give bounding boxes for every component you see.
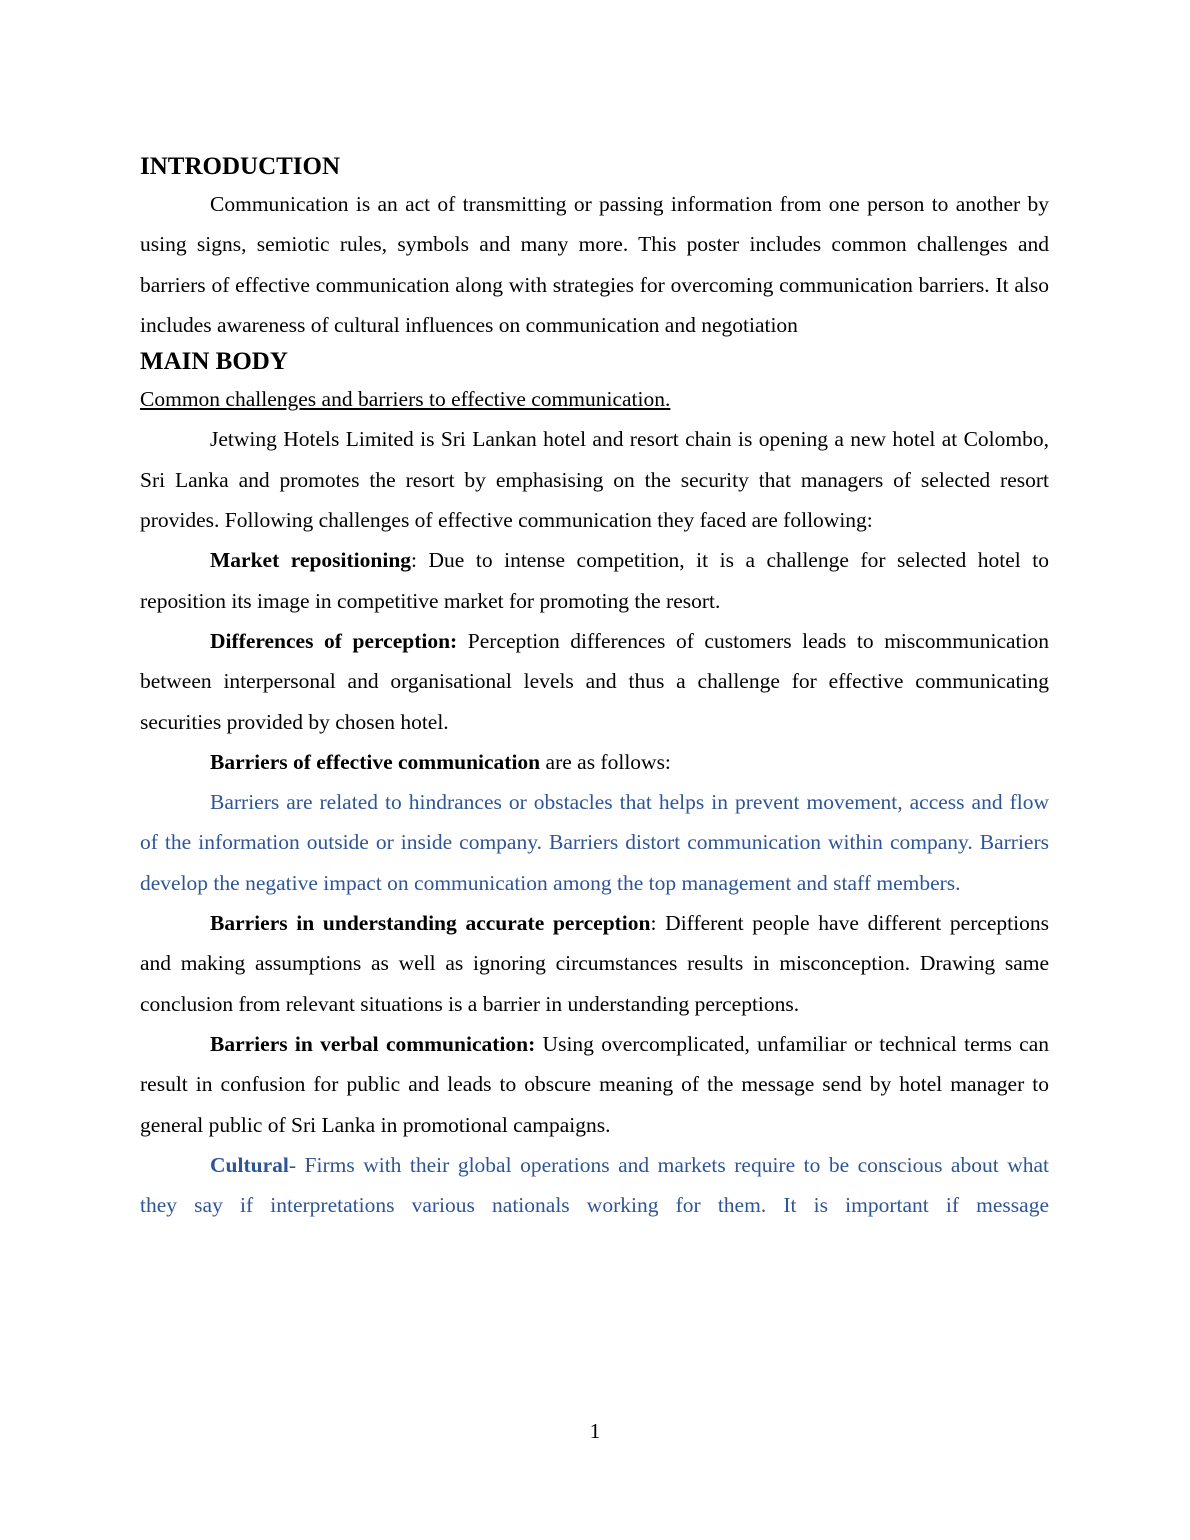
barriers-intro-text: are as follows:: [540, 749, 671, 774]
understanding-perception-term: Barriers in understanding accurate perception: [210, 911, 651, 936]
perception-paragraph: [140, 621, 1049, 742]
verbal-communication-paragraph: [140, 1024, 1049, 1145]
understanding-perception-text: : Different people have different perceptions and making assumptions as well as ignoring circumstances results in misconception. Drawing same conclusion from relevant situations is a barrier in understanding perceptions.: [140, 911, 1049, 1016]
barriers-intro-term: Barriers of effective communication: [210, 749, 541, 774]
perception-term: Differences of perception:: [210, 628, 458, 653]
main-body-heading: MAIN BODY: [140, 348, 288, 376]
cultural-paragraph: [140, 1145, 1049, 1226]
cultural-text: - Firms with their global operations and markets require to be conscious about what they say if interpretations various nationals working for them. It is important if message: [140, 1152, 1049, 1218]
barriers-definition-paragraph: Barriers are related to hindrances or obstacles that helps in prevent movement, access and flow of the information outside or inside company. Barriers distort communication within company. Barriers develop the negative impact on communication among the top management and staff members.: [140, 790, 1049, 895]
market-repositioning-term: Market repositioning: [210, 548, 412, 573]
understanding-perception-paragraph: [140, 903, 1049, 1024]
section-subheading: Common challenges and barriers to effective communication.: [140, 387, 671, 412]
market-repositioning-text: : Due to intense competition, it is a challenge for selected hotel to reposition its image in competitive market for promoting the resort.: [140, 548, 1049, 613]
market-repositioning-paragraph: [140, 540, 1049, 621]
perception-text: Perception differences of customers leads to miscommunication between interpersonal and organisational levels and thus a challenge for effective communicating securities provided by chosen hotel.: [140, 628, 1050, 734]
document-page: [140, 150, 1049, 1225]
verbal-communication-term: Barriers in verbal communication:: [210, 1031, 536, 1056]
barriers-intro-paragraph: [140, 742, 1049, 782]
verbal-communication-text: Using overcomplicated, unfamiliar or technical terms can result in confusion for public and leads to obscure meaning of the message send by hotel manager to general public of Sri Lanka in promotional campaigns.: [140, 1031, 1049, 1137]
cultural-term: Cultural: [210, 1152, 289, 1177]
page-number: 1: [589, 1419, 601, 1443]
introduction-paragraph: Communication is an act of transmitting or passing information from one person to another by using signs, semiotic rules, symbols and many more. This poster includes common challenges and barriers of effective communication along with strategies for overcoming communication barriers. It also includes awareness of cultural influences on communication and negotiation: [140, 192, 1049, 337]
jetwing-paragraph: Jetwing Hotels Limited is Sri Lankan hotel and resort chain is opening a new hotel at Colombo, Sri Lanka and promotes the resort by emphasising on the security that managers of selected resort provides. Following challenges of effective communication they faced are following:: [140, 427, 1049, 533]
introduction-heading: INTRODUCTION: [140, 153, 341, 180]
